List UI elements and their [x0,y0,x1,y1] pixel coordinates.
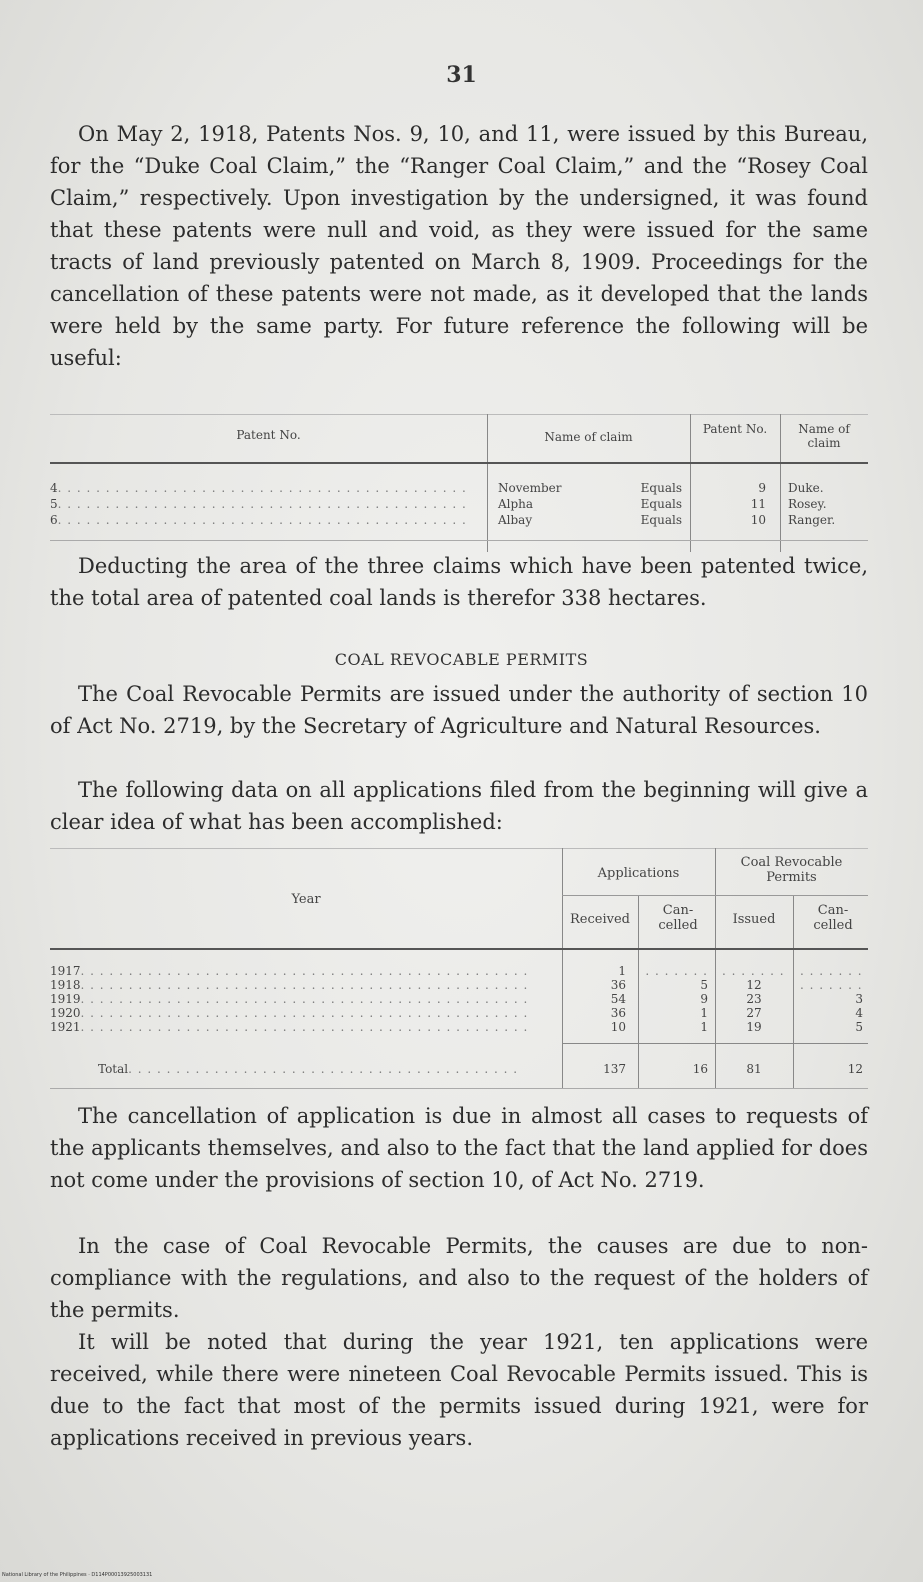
scan-footer: National Library of the Philippines · D114P00013925003131 [2,1572,153,1578]
table-top-rule [50,414,868,415]
permit-cancelled-value: 4 [855,1006,863,1020]
header-app-cancelled: Can-celled [658,903,698,933]
header-rule [50,948,868,950]
paragraph-permit-authority: The Coal Revocable Permits are issued under the authority of section 10 of Act No. 2719, by the Secretary of Agriculture and Natural Resources. [50,682,868,738]
issued-value: 23 [746,992,762,1006]
total-app-cancelled: 16 [692,1062,708,1076]
issued-value: 27 [746,1006,762,1020]
received-value: 36 [610,978,626,992]
equals-label: Equals [640,481,682,495]
table-row: 1919. . . . . . . . . . . . . . . . . . . . . . . . . . . . . . . . . . . . . . . . . . . . . . . [50,992,529,1006]
paragraph-permit-causes: In the case of Coal Revocable Permits, the causes are due to non-compliance with the regulations, and also to the request of the holders of the permits. [50,1234,868,1322]
patent-number: 10 [750,513,766,527]
claim-name-2: Rosey. [788,497,827,511]
claim-name: Albay [498,513,533,527]
header-year: Year [291,892,321,907]
paragraph-cancellation-reason: The cancellation of application is due in almost all cases to requests of the applicants themselves, and also to the fact that the land applied for does not come under the provisions of section 10, of Act No. 2719. [50,1104,868,1192]
table-row: 4. . . . . . . . . . . . . . . . . . . . . . . . . . . . . . . . . . . . . . . . . . . [50,481,467,495]
app-cancelled-value: 5 [700,978,708,992]
claim-name-2: Ranger. [788,513,836,527]
claim-name: November [498,481,562,495]
app-cancelled-value: 1 [700,1020,708,1034]
table-row: 1920. . . . . . . . . . . . . . . . . . . . . . . . . . . . . . . . . . . . . . . . . . . . . . . [50,1006,529,1020]
table-bottom-rule [50,1088,868,1089]
header-applications: Applications [597,866,680,881]
table-row: 1921. . . . . . . . . . . . . . . . . . . . . . . . . . . . . . . . . . . . . . . . . . . . . . . [50,1020,529,1034]
table-row: 1918. . . . . . . . . . . . . . . . . . . . . . . . . . . . . . . . . . . . . . . . . . . . . . . [50,978,529,992]
permit-cancelled-dots: . . . . . . . [800,964,863,978]
total-permit-cancelled: 12 [847,1062,863,1076]
app-cancelled-value: . . . . . . . [645,964,708,978]
header-patent-no-2: Patent No. [702,422,768,436]
section-heading: COAL REVOCABLE PERMITS [334,650,589,669]
permit-cancelled-dots: . . . . . . . [800,978,863,992]
header-name-of-claim-2: Name of claim [798,422,850,450]
total-rule [562,1043,868,1044]
permit-cancelled-value: 5 [855,1020,863,1034]
paragraph-deducting-area: Deducting the area of the three claims which have been patented twice, the total area of patented coal lands is therefor 338 hectares. [50,554,868,610]
patent-number: 11 [750,497,766,511]
permit-cancelled-value: 3 [855,992,863,1006]
received-value: 10 [610,1020,626,1034]
patent-number: 9 [758,481,766,495]
received-value: 36 [610,1006,626,1020]
table-row: 1917. . . . . . . . . . . . . . . . . . . . . . . . . . . . . . . . . . . . . . . . . . . . . . . [50,964,529,978]
total-issued: 81 [746,1062,762,1076]
issued-value: 19 [746,1020,762,1034]
app-cancelled-value: 1 [700,1006,708,1020]
header-patent-no: Patent No. [236,428,301,442]
total-row: Total. . . . . . . . . . . . . . . . . . . . . . . . . . . . . . . . . . . . . . . . . [98,1062,519,1076]
table-row: 6. . . . . . . . . . . . . . . . . . . . . . . . . . . . . . . . . . . . . . . . . . . [50,513,467,527]
claim-name-2: Duke. [788,481,824,495]
claim-name: Alpha [498,497,534,511]
table-bottom-rule [50,540,868,541]
total-received: 137 [603,1062,626,1076]
paragraph-year-1921: It will be noted that during the year 1921, ten applications were received, while there were nineteen Coal Revocable Permits issued. This is due to the fact that most of the permits issued during 1921, were for applications received in previous years. [50,1330,868,1450]
issued-dots: . . . . . . . [722,964,785,978]
header-coal-revocable-permits: Coal Revocable Permits [740,855,843,885]
header-name-of-claim: Name of claim [544,430,633,444]
table-top-rule [50,848,868,849]
paragraph-following-data: The following data on all applications filed from the beginning will give a clear idea of what has been accomplished: [50,778,868,834]
issued-value: 12 [746,978,762,992]
table-row: 5. . . . . . . . . . . . . . . . . . . . . . . . . . . . . . . . . . . . . . . . . . . [50,497,467,511]
subheader-rule [562,895,868,896]
header-received: Received [570,912,630,927]
equals-label: Equals [640,497,682,511]
header-issued: Issued [732,912,776,927]
received-value: 1 [618,964,626,978]
header-permit-cancelled: Can-celled [813,903,853,933]
header-rule [50,462,868,464]
paragraph-patents-issued: On May 2, 1918, Patents Nos. 9, 10, and 11, were issued by this Bureau, for the “Duke Coal Claim,” the “Ranger Coal Claim,” and the “Rosey Coal Claim,” respectively. Upon investigation by the undersigned, it was found that these patents were null and void, as they were issued for the same tracts of land previously patented on March 8, 1909. Proceedings for the cancellation of these patents were not made, as it developed that the lands were held by the same party. For future reference the following will be useful: [50,122,868,370]
equals-label: Equals [640,513,682,527]
received-value: 54 [610,992,626,1006]
app-cancelled-value: 9 [700,992,708,1006]
page-number: 31 [446,62,477,88]
